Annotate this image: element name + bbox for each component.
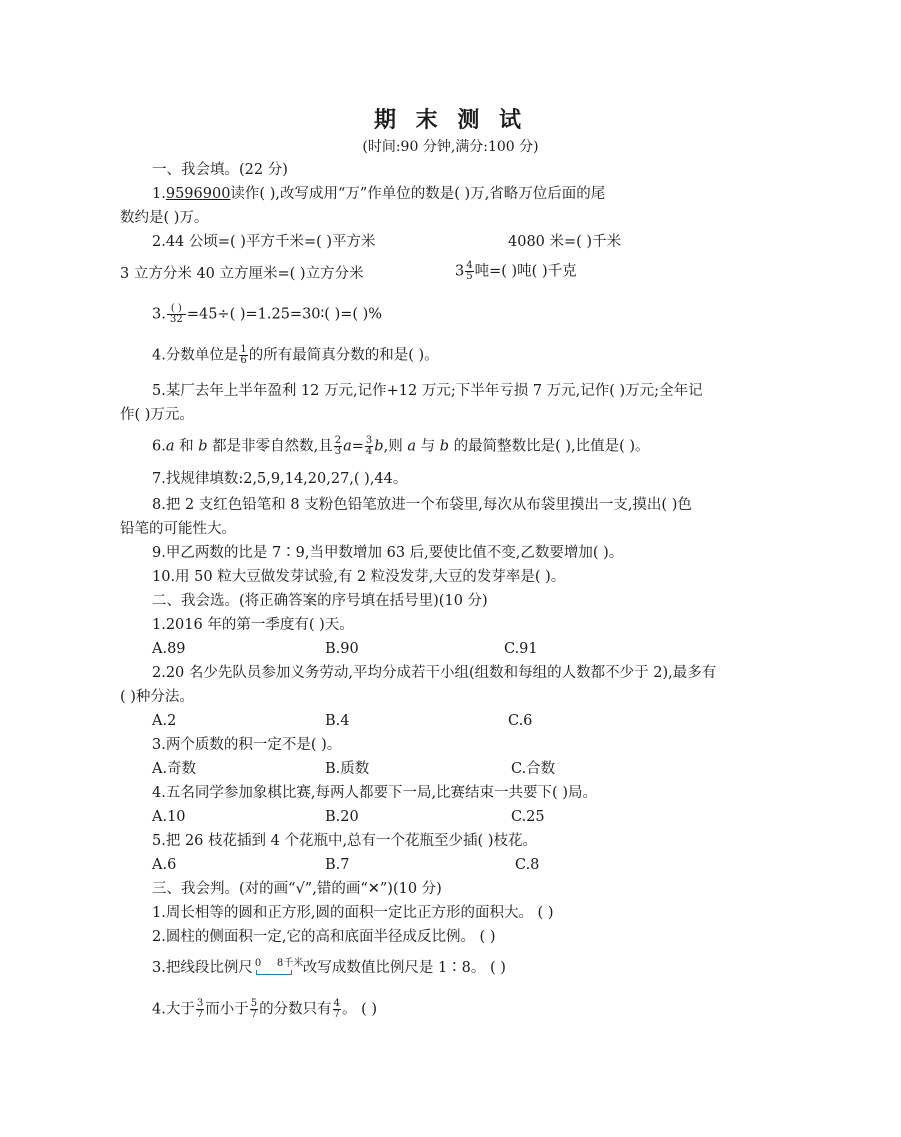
s2-q2-option-b: B.4 — [325, 713, 350, 729]
s1-q2-line-a: 2.44 公顷=( )平方千米=( )平方米 — [152, 234, 376, 250]
s1-q8-line-b: 铅笔的可能性大。 — [120, 521, 236, 537]
s3-q2: 2.圆柱的侧面积一定,它的高和底面半径成反比例。 ( ) — [152, 929, 496, 945]
s1-q9: 9.甲乙两数的比是 7∶9,当甲数增加 63 后,要使比值不变,乙数要增加( )。 — [152, 545, 624, 561]
s1-q2-right-text: 吨=( )吨( )千克 — [474, 263, 577, 280]
s1-q8-line-a: 8.把 2 支红色铅笔和 8 支粉色铅笔放进一个布袋里,每次从布袋里摸出一支,摸出( )色 — [152, 497, 692, 513]
s2-q2-option-a: A.2 — [152, 713, 177, 729]
s2-q5-option-b: B.7 — [325, 857, 350, 873]
ruler-distance-label: 8千米 — [276, 958, 304, 969]
s1-q7: 7.找规律填数:2,5,9,14,20,27,( ),44。 — [152, 471, 408, 487]
s2-q5-option-a: A.6 — [152, 857, 177, 873]
s3-q4-fraction-2: $\frac{5}{7}$ — [250, 998, 258, 1020]
section-2-heading: 二、我会选。(将正确答案的序号填在括号里)(10 分) — [152, 593, 488, 609]
s2-q1: 1.2016 年的第一季度有( )天。 — [152, 617, 354, 633]
s2-q2-line-a: 2.20 名少先队员参加义务劳动,平均分成若干小组(组数和每组的人数都不少于 2),最多有 — [152, 665, 717, 681]
s2-q5: 5.把 26 枝花插到 4 个花瓶中,总有一个花瓶至少插( )枝花。 — [152, 833, 537, 849]
s3-q4: 4.大于 $\frac{3}{7}$ 而小于 $\frac{5}{7}$ 的分数只有 $\frac{4}{7}$ 。 ( ) — [152, 998, 378, 1020]
s1-q2-line-b: 3 立方分米 40 立方厘米=( )立方分米 — [120, 266, 364, 282]
s1-q10: 10.用 50 粒大豆做发芽试验,有 2 粒没发芽,大豆的发芽率是( )。 — [152, 569, 566, 585]
s1-q6-fraction-2: $\frac{3}{4}$ — [365, 435, 373, 457]
section-3-heading: 三、我会判。(对的画“√”,错的画“✕”)(10 分) — [152, 881, 442, 897]
s1-q6: 6.a 和 b 都是非零自然数,且 $\frac{2}{3}$ a= $\frac{3}{4}$ b,则 a 与 b 的最简整数比是( ),比值是( )。 — [152, 435, 650, 457]
page-title: 期 末 测 试 — [374, 107, 527, 133]
s1-q2-mixed-whole: 3 — [455, 263, 465, 280]
ruler-bar — [256, 970, 292, 975]
s2-q4: 4.五名同学参加象棋比赛,每两人都要下一局,比赛结束一共要下( )局。 — [152, 785, 597, 801]
s1-q1-prefix: 1. — [152, 186, 166, 202]
s1-q4: 4.分数单位是 $\frac{1}{6}$ 的所有最简真分数的和是( )。 — [152, 344, 439, 366]
s1-q3: 3. $\frac{( )}{32}$ =45÷( )=1.25=30∶( )=( )% — [152, 303, 383, 325]
s2-q5-option-c: C.8 — [515, 857, 540, 873]
s2-q1-option-c: C.91 — [504, 641, 538, 657]
s2-q4-option-b: B.20 — [325, 809, 359, 825]
s2-q4-option-c: C.25 — [511, 809, 545, 825]
s1-q4-fraction: $\frac{1}{6}$ — [240, 344, 247, 366]
s1-q5-line-b: 作( )万元。 — [120, 407, 194, 423]
s2-q3-option-a: A.奇数 — [152, 761, 197, 777]
s2-q2-option-c: C.6 — [508, 713, 533, 729]
s3-q3: 3.把线段比例尺 0 8千米 改写成数值比例尺是 1∶8。 ( ) — [152, 958, 506, 978]
s1-q5-line-a: 5.某厂去年上半年盈利 12 万元,记作+12 万元;下半年亏损 7 万元,记作( )万元;全年记 — [152, 383, 703, 399]
s2-q4-option-a: A.10 — [152, 809, 186, 825]
s1-q2-mixed-fraction: $\frac{4}{5}$ — [466, 260, 473, 282]
page-subtitle: (时间:90 分钟,满分:100 分) — [362, 139, 539, 155]
s3-q4-fraction-3: $\frac{4}{7}$ — [333, 998, 340, 1020]
s2-q3-option-c: C.合数 — [511, 761, 556, 777]
s1-q1-text-a: 读作( ),改写成用“万”作单位的数是( )万,省略万位后面的尾 — [230, 186, 606, 202]
s1-q1-line-b: 数约是( )万。 — [120, 210, 209, 226]
s2-q1-option-b: B.90 — [325, 641, 359, 657]
s1-q1-line-a — [152, 185, 605, 203]
s2-q1-option-a: A.89 — [152, 641, 186, 657]
s1-q6-fraction-1: $\frac{2}{3}$ — [334, 435, 342, 457]
section-1-heading: 一、我会填。(22 分) — [152, 162, 288, 178]
s1-q2-line-a-right: 4080 米=( )千米 — [508, 234, 622, 250]
s3-q1: 1.周长相等的圆和正方形,圆的面积一定比正方形的面积大。 ( ) — [152, 905, 554, 921]
s1-q2-line-b-right — [455, 261, 577, 282]
s2-q3: 3.两个质数的积一定不是( )。 — [152, 737, 342, 753]
s1-q3-fraction: $\frac{( )}{32}$ — [167, 304, 186, 325]
s3-q4-fraction-1: $\frac{3}{7}$ — [196, 998, 204, 1020]
line-scale-ruler — [254, 958, 304, 978]
s2-q2-line-b: ( )种分法。 — [120, 689, 194, 705]
ruler-zero-label: 0 — [254, 958, 262, 969]
s1-q1-number: 9596900 — [165, 186, 231, 202]
s2-q3-option-b: B.质数 — [325, 761, 370, 777]
